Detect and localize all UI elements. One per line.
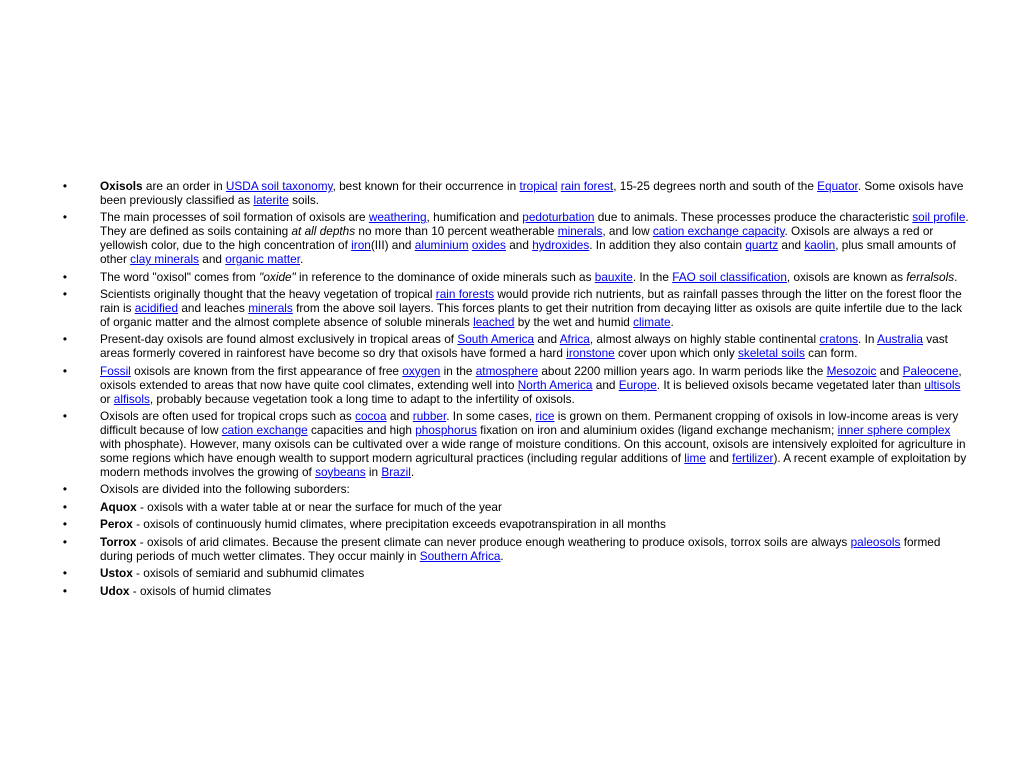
- italic-text: "oxide": [259, 269, 296, 284]
- text-run: (III) and: [370, 238, 415, 253]
- link[interactable]: oxides: [471, 238, 506, 253]
- bullet-item: [55, 585, 970, 599]
- bold-term: Aquox: [100, 499, 137, 514]
- bold-term: Ustox: [100, 566, 133, 581]
- bullet-dot: •: [62, 499, 68, 514]
- link[interactable]: laterite: [253, 192, 289, 207]
- link[interactable]: soil profile: [912, 210, 966, 225]
- link[interactable]: leached: [473, 314, 515, 329]
- text-run: formed during periods of much wetter climates. They occur mainly in: [100, 534, 941, 563]
- link[interactable]: ultisols: [924, 377, 961, 392]
- bullet-text: [100, 409, 966, 479]
- text-run: Oxisols are divided into the following suborders:: [100, 482, 350, 497]
- link[interactable]: rice: [535, 409, 555, 424]
- text-run: are an order in: [142, 179, 226, 193]
- text-run: . Some oxisols have been previously classified as: [100, 179, 964, 207]
- link[interactable]: bauxite: [594, 269, 633, 284]
- text-run: , probably because vegetation took a long time to adapt to the infertility of oxisols.: [149, 391, 575, 406]
- link[interactable]: FAO soil classification: [672, 269, 787, 284]
- link[interactable]: rain forest: [560, 179, 614, 193]
- text-run: .: [410, 464, 415, 479]
- text-run: Oxisols are often used for tropical crops such as: [100, 409, 356, 424]
- bullet-text: [100, 270, 957, 284]
- link[interactable]: iron: [351, 238, 371, 253]
- link[interactable]: minerals: [248, 301, 293, 316]
- text-run: and: [876, 363, 903, 378]
- link[interactable]: atmosphere: [475, 363, 539, 378]
- text-run: The word "oxisol" comes from: [100, 269, 260, 284]
- text-run: , best known for their occurrence in: [332, 179, 520, 193]
- link[interactable]: hydroxides: [532, 238, 590, 253]
- italic-text: ferralsols: [906, 269, 955, 284]
- link[interactable]: cation exchange: [221, 423, 308, 438]
- text-run: oxisols are known from the first appearance of free: [130, 363, 403, 378]
- text-run: is grown on them. Permanent cropping of oxisols in low-income areas is very difficult because of low: [100, 409, 959, 438]
- text-run: - oxisols with a water table at or near the surface for much of the year: [136, 499, 502, 514]
- bullet-item: [55, 410, 970, 480]
- link[interactable]: Brazil: [381, 464, 411, 479]
- text-run: .: [500, 548, 504, 563]
- text-run: - oxisols of arid climates. Because the present climate can never produce enough weathering to produce oxisols, torrox soils are always: [136, 534, 851, 549]
- bold-term: Oxisols: [100, 179, 143, 193]
- bold-term: Torrox: [100, 534, 137, 549]
- link[interactable]: ironstone: [566, 346, 615, 361]
- link[interactable]: Fossil: [100, 363, 131, 378]
- text-run: can form.: [804, 346, 858, 361]
- text-run: and: [705, 450, 733, 465]
- bold-term: Udox: [100, 583, 130, 598]
- text-run: , humification and: [426, 210, 523, 225]
- bullet-dot: •: [62, 332, 68, 347]
- link[interactable]: acidified: [134, 301, 179, 316]
- text-run: ). A recent example of exploitation by modern methods involves the growing of: [100, 450, 967, 479]
- text-run: cover upon which only: [614, 346, 739, 361]
- text-run: about 2200 million years ago. In warm periods like the: [538, 363, 827, 378]
- text-run: by the wet and humid: [514, 314, 634, 329]
- text-run: and: [386, 409, 413, 424]
- bullet-item: [55, 536, 970, 564]
- link[interactable]: South America: [457, 332, 535, 347]
- link[interactable]: pedoturbation: [522, 210, 595, 225]
- text-run: due to animals. These processes produce the characteristic: [594, 210, 913, 225]
- bullet-dot: •: [62, 179, 68, 193]
- text-run: and: [199, 252, 226, 267]
- link[interactable]: oxygen: [402, 363, 441, 378]
- link[interactable]: kaolin: [804, 238, 836, 253]
- bullet-item: [55, 501, 970, 515]
- text-run: - oxisols of humid climates: [129, 583, 272, 598]
- text-run: from the above soil layers. This forces plants to get their nutrition from decaying litter as oxisols are quite infertile due to the lack of organic matter and the almost complete absence of soluble minerals: [100, 301, 963, 329]
- text-run: . In some cases,: [446, 409, 536, 424]
- text-run: The main processes of soil formation of oxisols are: [100, 210, 369, 225]
- link[interactable]: aluminium: [414, 238, 469, 253]
- bullet-item: [55, 483, 970, 497]
- text-run: and: [505, 238, 533, 253]
- text-run: in reference to the dominance of oxide minerals such as: [295, 269, 595, 284]
- text-run: , and low: [602, 224, 653, 239]
- link[interactable]: phosphorus: [415, 423, 477, 438]
- text-run: . In addition they also contain: [589, 238, 746, 253]
- link[interactable]: tropical: [519, 179, 558, 193]
- link[interactable]: skeletal soils: [738, 346, 805, 361]
- text-run: and: [592, 377, 619, 392]
- text-run: . Oxisols are always a red or yellowish color, due to the high concentration of: [100, 224, 934, 253]
- text-run: . They are defined as soils containing: [100, 210, 969, 239]
- link[interactable]: fertilizer: [732, 450, 774, 465]
- text-run: vast areas formerly covered in rainforest have become so dry that oxisols have formed a hard: [100, 332, 948, 361]
- text-run: capacities and high: [307, 423, 416, 438]
- bullet-item: [55, 271, 970, 285]
- link[interactable]: minerals: [557, 224, 603, 239]
- text-run: fixation on iron and aluminium oxides (ligand exchange mechanism;: [476, 423, 838, 438]
- link[interactable]: cocoa: [355, 409, 387, 424]
- link[interactable]: weathering: [368, 210, 427, 225]
- link[interactable]: cation exchange capacity: [652, 224, 785, 239]
- text-run: - oxisols of continuously humid climates, where precipitation exceeds evapotranspiration in all months: [132, 517, 666, 532]
- link[interactable]: paleosols: [850, 534, 901, 549]
- text-run: , plus small amounts of other: [100, 238, 956, 267]
- bullet-item: [55, 180, 970, 208]
- link[interactable]: lime: [684, 450, 706, 465]
- text-run: and: [534, 332, 560, 347]
- bullet-dot: •: [62, 287, 68, 302]
- text-run: - oxisols of semiarid and subhumid climates: [132, 566, 365, 581]
- text-run: , 15-25 degrees north and south of the: [613, 179, 818, 193]
- bold-term: Perox: [100, 517, 133, 532]
- text-run: .: [954, 269, 958, 284]
- text-run: in: [365, 464, 382, 479]
- link[interactable]: climate: [633, 314, 671, 329]
- text-run: , oxisols extended to areas that now have quite cool climates, extending well into: [100, 363, 962, 392]
- bullet-item: [55, 333, 970, 361]
- bullet-text: [100, 287, 962, 329]
- text-run: with phosphate). However, many oxisols can be cultivated over a wide range of moisture conditions. On this account, oxisols are intensively exploited for agriculture in some regions which have enough wealth to support modern agricultural practices (including regular additions of: [100, 436, 966, 465]
- text-run: Present-day oxisols are found almost exclusively in tropical areas of: [100, 332, 458, 347]
- link[interactable]: North America: [517, 377, 593, 392]
- text-run: Scientists originally thought that the heavy vegetation of tropical: [100, 287, 436, 302]
- bullet-text: [100, 179, 963, 207]
- text-run: . In: [858, 332, 878, 347]
- text-run: would provide rich nutrients, but as rainfall passes through the litter on the forest floor the rain is: [100, 287, 962, 316]
- italic-text: at all depths: [291, 224, 356, 239]
- bullet-text: [100, 482, 350, 496]
- link[interactable]: quartz: [745, 238, 779, 253]
- text-run: and leaches: [178, 301, 249, 316]
- bullet-item: [55, 518, 970, 532]
- link[interactable]: Equator: [817, 179, 858, 193]
- bullet-dot: •: [62, 409, 68, 424]
- bullet-text: [100, 332, 948, 360]
- text-run: in the: [440, 363, 476, 378]
- text-run: , oxisols are known as: [786, 269, 907, 284]
- link[interactable]: alfisols: [113, 391, 150, 406]
- link[interactable]: USDA soil taxonomy: [225, 179, 333, 193]
- text-run: .: [300, 252, 304, 267]
- text-run: .: [670, 314, 674, 329]
- bullet-text: [100, 210, 969, 266]
- link[interactable]: Paleocene: [902, 363, 959, 378]
- link[interactable]: Australia: [877, 332, 923, 347]
- bullet-text: [100, 535, 940, 563]
- link[interactable]: organic matter: [225, 252, 301, 267]
- link[interactable]: rain forests: [435, 287, 495, 302]
- link[interactable]: inner sphere complex: [837, 423, 951, 438]
- bullet-item: [55, 211, 970, 267]
- bullet-item: [55, 365, 970, 407]
- bullet-dot: •: [62, 269, 68, 284]
- text-run: soils.: [288, 192, 320, 207]
- bullet-dot: •: [62, 482, 68, 497]
- bullet-dot: •: [62, 517, 68, 532]
- bullet-text: [100, 584, 271, 598]
- link[interactable]: soybeans: [315, 464, 366, 479]
- text-run: , almost always on highly stable continental: [589, 332, 820, 347]
- bullet-text: [100, 517, 666, 531]
- bullet-item: [55, 567, 970, 581]
- bullet-text: [100, 566, 364, 580]
- bullet-dot: •: [62, 363, 68, 378]
- bullet-item: [55, 288, 970, 330]
- bullet-text: [100, 500, 502, 514]
- text-run: . In the: [632, 269, 673, 284]
- bullet-dot: •: [62, 566, 68, 581]
- link[interactable]: Southern Africa: [419, 548, 501, 563]
- bullet-list: [55, 180, 970, 602]
- text-run: and: [778, 238, 805, 253]
- text-run: . It is believed oxisols became vegetated later than: [656, 377, 925, 392]
- bullet-text: [100, 364, 962, 406]
- link[interactable]: cratons: [819, 332, 859, 347]
- link[interactable]: Europe: [618, 377, 657, 392]
- bullet-dot: •: [62, 534, 68, 549]
- link[interactable]: clay minerals: [130, 252, 200, 267]
- text-run: or: [100, 391, 114, 406]
- link[interactable]: Africa: [559, 332, 590, 347]
- link[interactable]: Mesozoic: [826, 363, 877, 378]
- link[interactable]: rubber: [412, 409, 447, 424]
- bullet-dot: •: [62, 210, 68, 225]
- bullet-dot: •: [62, 583, 68, 598]
- text-run: no more than 10 percent weatherable: [355, 224, 558, 239]
